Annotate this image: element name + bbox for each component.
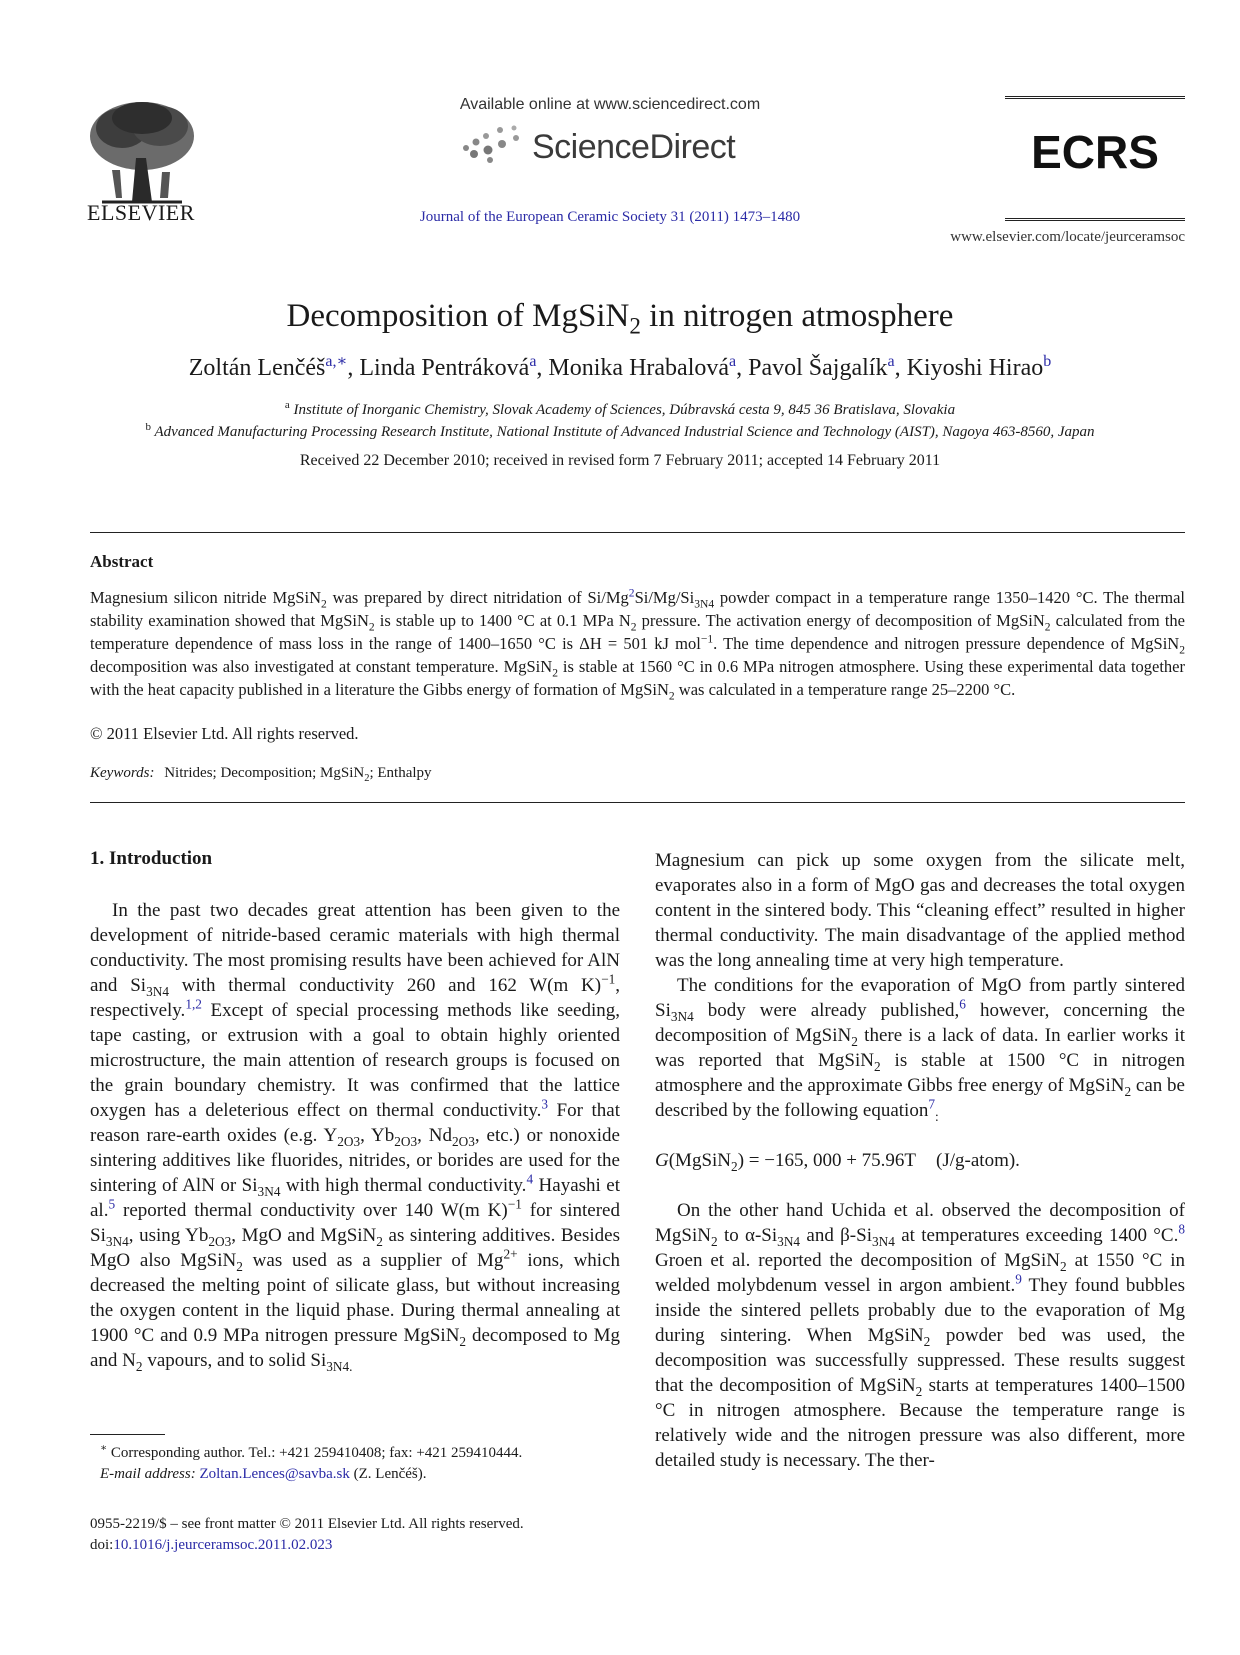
paragraph: The conditions for the evaporation of MgO from partly sintered $Si_{3N4}$ body were already published,$^6$ however, concerning the decomposition of MgSiN$_2$ there is a lack of data. In earlier works it was reported that MgSiN$_2$ is stable at 1500 °C in nitrogen atmosphere and the approximate Gibbs free energy of MgSiN$_2$ can be described by the following equation$^7_:$	[655, 975, 1185, 1124]
abstract-copyright: © 2011 Elsevier Ltd. All rights reserved.	[90, 724, 359, 743]
citation-link[interactable]: 8	[1178, 1221, 1185, 1237]
doi-link[interactable]: 10.1016/j.jeurceramsoc.2011.02.023	[113, 1537, 333, 1553]
paragraph: On the other hand Uchida et al. observed the decomposition of MgSiN$_2$ to $\alpha-Si_{3N4}$ and $\beta-Si_{3N4}$ at temperatures exceeding 1400 °C.$^8$ Groen et al. reported the decomposition of MgSiN$_2$ at 1550 °C in welded molybdenum vessel in argon ambient.$^9$ They found bubbles inside the sintered pellets probably due to the evaporation of Mg during sintering. When MgSiN$_2$ powder bed was used, the decomposition was successfully suppressed. These results suggest that the decomposition of MgSiN$_2$ starts at temperatures 1400–1500 °C in nitrogen atmosphere. Because the temperature range is relatively wide and the nitrogen pressure was also different, more detailed study is necessary. The ther-	[655, 1200, 1185, 1471]
footnote-rule	[90, 1434, 165, 1435]
affiliation-b: $^b$ Advanced Manufacturing Processing Research Institute, National Institute of Advanced Industrial Science and Technology (AIST), Nagoya 463-8560, Japan	[145, 421, 1095, 440]
affiliation-a: $^a$ Institute of Inorganic Chemistry, Slovak Academy of Sciences, Dúbravská cesta 9, 845 36 Bratislava, Slovakia	[284, 399, 956, 418]
citation-link[interactable]: 9	[1015, 1271, 1022, 1287]
citation-link[interactable]: 6	[959, 996, 966, 1012]
article-title: Decomposition of MgSiN$_2$ in nitrogen atmosphere	[286, 298, 954, 339]
right-column	[655, 848, 1185, 1473]
equation: G(MgSiN$_2$) = −165, 000 + 75.96T (J/g-atom).	[655, 1150, 1020, 1174]
abstract-heading: Abstract	[90, 552, 154, 571]
author-affiliation-mark[interactable]: a,∗	[325, 353, 348, 370]
citation-link[interactable]: 7	[928, 1096, 935, 1112]
svg-text:ECRS: ECRS	[1031, 128, 1159, 178]
journal-logo-rule-top	[1005, 96, 1185, 101]
author-affiliation-mark[interactable]: a	[887, 353, 895, 370]
author-affiliation-mark[interactable]: b	[1043, 353, 1052, 370]
divider	[90, 532, 1185, 533]
author-name: Kiyoshi Hirao	[906, 355, 1044, 381]
journal-logo-rule-bottom	[1005, 218, 1185, 221]
author-name: Linda Pentráková	[359, 355, 530, 381]
elsevier-tree-logo	[82, 90, 200, 218]
ecrs-journal-logo	[1005, 128, 1185, 178]
citation-link[interactable]: 5	[108, 1196, 116, 1212]
sciencedirect-wordmark: ScienceDirect	[532, 128, 736, 166]
sciencedirect-logo	[460, 122, 530, 164]
available-online-text: Available online at www.sciencedirect.com	[459, 96, 761, 113]
article-history: Received 22 December 2010; received in revised form 7 February 2011; accepted 14 February 2011	[299, 452, 941, 469]
author-affiliation-mark[interactable]: a	[529, 353, 537, 370]
section-heading-introduction: 1. Introduction	[90, 848, 213, 869]
divider	[90, 802, 1185, 803]
keywords: Keywords: Nitrides; Decomposition; MgSiN$_2$; Enthalpy	[90, 765, 432, 784]
publisher-name: ELSEVIER	[87, 200, 195, 225]
journal-url-link[interactable]: www.elsevier.com/locate/jeurceramsoc	[950, 229, 1185, 245]
citation-link[interactable]: 3	[541, 1096, 548, 1112]
email-link[interactable]: Zoltan.Lences@savba.sk	[199, 1466, 350, 1482]
front-matter: 0955-2219/$ – see front matter © 2011 Elsevier Ltd. All rights reserved. doi:10.1016/j.jeurceramsoc.2011.02.023	[90, 1516, 524, 1553]
journal-reference-link[interactable]: Journal of the European Ceramic Society 31 (2011) 1473–1480	[419, 209, 801, 225]
abstract-text: Magnesium silicon nitride MgSiN$_2$ was prepared by direct nitridation of $Si/Mg^2Si/Mg/Si_{3N4}$ powder compact in a temperature range 1350–1420 °C. The thermal stability examination showed that MgSiN$_2$ is stable up to 1400 °C at 0.1 MPa $N_2$ pressure. The activation energy of decomposition of MgSiN$_2$ calculated from the temperature dependence of mass loss in the range of 1400–1650 °C is ΔH = 501 kJ mol$^{-1}$. The time dependence and nitrogen pressure dependence of MgSiN$_2$ decomposition was also investigated at constant temperature. MgSiN$_2$ is stable at 1560 °C in 0.6 MPa nitrogen atmosphere. Using these experimental data together with the heat capacity published in a literature the Gibbs energy of formation of MgSiN$_2$ was calculated in a temperature range 25–2200 °C.	[90, 587, 1186, 703]
left-column	[90, 898, 620, 1373]
author-name: Pavol Šajgalík	[748, 355, 888, 381]
paragraph: Magnesium can pick up some oxygen from the silicate melt, evaporates also in a form of MgO gas and decreases the total oxygen content in the sintered body. This “cleaning effect” resulted in higher thermal conductivity. The main disadvantage of the applied method was the long annealing time at very high temperature.	[655, 850, 1185, 971]
corresponding-author-footnote: ∗ Corresponding author. Tel.: +421 259410408; fax: +421 259410444. E-mail address: Zoltan.Lences@savba.sk (Z. Lenčéš).	[100, 1443, 523, 1482]
citation-link[interactable]: 4	[526, 1171, 534, 1187]
author-list: Zoltán Lenčéš$^{a,∗}$, Linda Pentráková$^a$, Monika Hrabalová$^a$, Pavol Šajgalík$^a$, Kiyoshi Hirao$^b$	[188, 353, 1052, 381]
paragraph: In the past two decades great attention has been given to the development of nitride-based ceramic materials with high thermal conductivity. The most promising results have been achieved for AlN and $Si_{3N4}$ with thermal conductivity 260 and 162 W(m K)$^{-1}$, respectively.$^{1,2}$ Except of special processing methods like seeding, tape casting, or extrusion with a goal to obtain highly oriented microstructure, the main attention of research groups is focused on the grain boundary chemistry. It was confirmed that the lattice oxygen has a deleterious effect on thermal conductivity.$^3$ For that reason rare-earth oxides (e.g. $Y_{2O3}$, $Yb_{2O3}$, $Nd_{2O3}$, etc.) or nonoxide sintering additives like fluorides, nitrides, or borides are used for the sintering of AlN or $Si_{3N4}$ with high thermal conductivity.$^4$ Hayashi et al.$^5$ reported thermal conductivity over 140 W(m K)$^{-1}$ for sintered $Si_{3N4}$, using $Yb_{2O3}$, MgO and MgSiN$_2$ as sintering additives. Besides MgO also MgSiN$_2$ was used as a supplier of $Mg^{2+}$ ions, which decreased the melting point of silicate glass, but without increasing the oxygen content in the liquid phase. During thermal annealing at 1900 °C and 0.9 MPa nitrogen pressure MgSiN$_2$ decomposed to Mg and $N_2$ vapours, and to solid $Si_{3N4.}$	[90, 900, 621, 1374]
author-name: Zoltán Lenčéš	[188, 355, 326, 381]
citation-link[interactable]: 1,2	[185, 996, 202, 1012]
author-affiliation-mark[interactable]: a	[729, 353, 737, 370]
author-name: Monika Hrabalová	[548, 355, 730, 381]
citation-link[interactable]: 2	[628, 587, 635, 600]
